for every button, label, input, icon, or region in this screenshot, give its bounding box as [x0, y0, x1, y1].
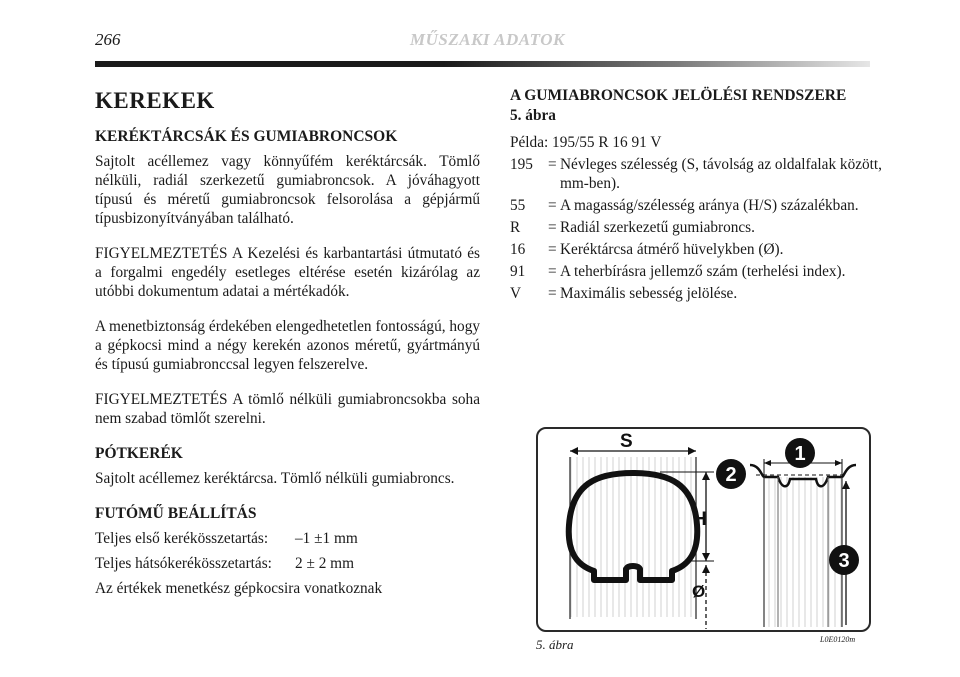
wheel-alignment-heading: FUTÓMŰ BEÁLLÍTÁS: [95, 505, 257, 522]
width-dimension: [570, 431, 696, 455]
width-label: S: [620, 431, 633, 452]
callout-1: [785, 438, 815, 468]
height-label: H: [693, 509, 707, 530]
svg-text:3: 3: [838, 550, 850, 572]
list-item: 91 = A teherbírásra jellemző szám (terhelési index).: [510, 263, 846, 280]
list-item: 16 = Keréktárcsa átmérő hüvelykben (Ø).: [510, 241, 784, 258]
section-title: KEREKEK: [95, 88, 215, 113]
tyre-code-list: [510, 155, 890, 303]
rear-toe-in-value: 2 ± 2 mm: [295, 555, 354, 572]
front-toe-in-label: Teljes első kerékösszetartás:: [95, 530, 269, 547]
rims-tyres-text: Sajtolt acéllemez vagy könnyűfém keréktárcsák. Tömlő nélküli, radiál szerkezetű gumiabroncsok. A jóváhagyott típusú és méretű gumiabroncsok felsorolása a gépjármű típusbizonyítványában található.: [95, 153, 480, 227]
rear-toe-in-label: Teljes hátsókerékösszetartás:: [95, 555, 272, 572]
warning-documents: FIGYELMEZTETÉS A Kezelési és karbantartási útmutató és a forgalmi engedély esetleges eltérése esetén kizárólag az utóbbi dokumentum adatai a mértékadók.: [95, 245, 480, 300]
callout-3: [829, 545, 859, 575]
warning-inner-tube: FIGYELMEZTETÉS A tömlő nélküli gumiabroncsokba soha nem szabad tömlőt szerelni.: [95, 391, 480, 427]
svg-text:2: 2: [725, 464, 737, 486]
figure-caption: 5. ábra: [536, 637, 574, 652]
spare-wheel-heading: PÓTKERÉK: [95, 445, 183, 462]
tyre-diagram-svg: [538, 429, 869, 630]
rear-toe-in-row: [95, 554, 480, 573]
figure-code: L0E0120m: [820, 635, 856, 644]
diameter-label: Ø: [692, 582, 706, 601]
tyre-diagram: [536, 427, 871, 632]
figure-reference: 5. ábra: [510, 107, 556, 124]
list-item: V = Maximális sebesség jelölése.: [510, 285, 738, 302]
right-column: [510, 86, 890, 306]
safety-paragraph: A menetbiztonság érdekében elengedhetetlen fontosságú, hogy a gépkocsi mind a négy kerekén azonos méretű, gyártmányú és típusú gumiabronccsal legyen felszerelve.: [95, 318, 480, 373]
list-item: 195 = Névleges szélesség (S, távolság az oldalfalak között, mm-ben).: [510, 156, 882, 192]
tyre-marking-heading: A GUMIABRONCSOK JELÖLÉSI RENDSZERE: [510, 87, 847, 104]
running-title: MŰSZAKI ADATOK: [410, 30, 565, 49]
front-toe-in-value: –1 ±1 mm: [295, 530, 358, 547]
list-item: 55 = A magasság/szélesség aránya (H/S) százalékban.: [510, 197, 859, 214]
tyre-cross-section: [569, 457, 698, 619]
front-toe-in-row: [95, 529, 480, 548]
callout-2: [716, 459, 746, 489]
rims-tyres-heading: KERÉKTÁRCSÁK ÉS GUMIABRONCSOK: [95, 128, 398, 145]
rim-profile: [750, 459, 856, 627]
tyre-example: Példa: 195/55 R 16 91 V: [510, 134, 662, 151]
spare-wheel-text: Sajtolt acéllemez keréktárcsa. Tömlő nélküli gumiabroncs.: [95, 470, 455, 487]
list-item: R = Radiál szerkezetű gumiabroncs.: [510, 219, 755, 236]
page-number: 266: [95, 30, 121, 49]
left-column: [95, 86, 480, 604]
svg-text:1: 1: [794, 443, 806, 465]
alignment-note: Az értékek menetkész gépkocsira vonatkoznak: [95, 580, 383, 597]
header-rule: [95, 61, 870, 67]
